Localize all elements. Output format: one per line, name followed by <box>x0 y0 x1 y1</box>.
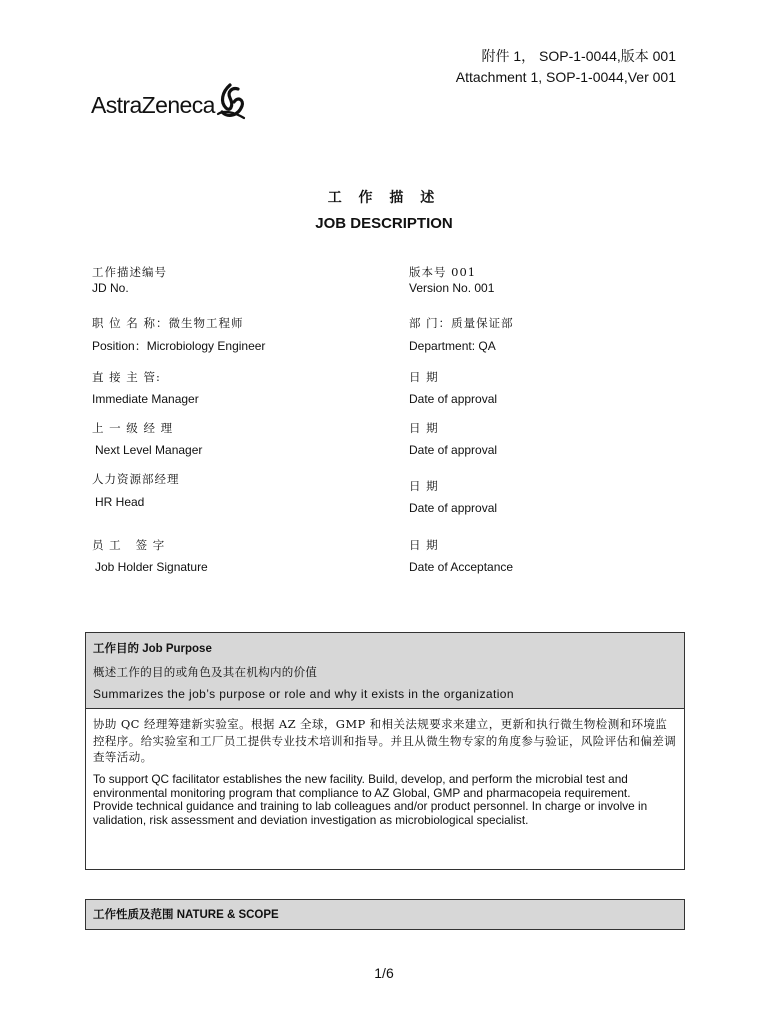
logo-wordmark: AstraZeneca <box>91 91 215 118</box>
job-purpose-section <box>85 632 685 870</box>
jd-no-label-en: JD No. <box>92 281 129 295</box>
title-cn: 工 作 描 述 <box>327 190 441 206</box>
title-en: JOB DESCRIPTION <box>315 215 453 232</box>
job-purpose-body-en: To support QC facilitator establishes the new facility. Build, develop, and perform the microbial test and environmental monitoring program that compliance to AZ Global, GMP and pharmacopeia requirement. Provide technical guidance and training to lab colleagues and/or product personnel. In charge or involve in validation, risk assessment and deviation investigation as microbiological specialist. <box>93 772 648 827</box>
position-label-en: Position：Microbiology Engineer <box>92 339 266 353</box>
position-label-cn: 职 位 名 称：微生物工程师 <box>92 316 244 330</box>
attachment-line-cn: 附件 1， SOP-1-0044,版本 001 <box>481 48 676 64</box>
hr-label-cn: 人力资源部经理 <box>92 472 180 486</box>
astrazeneca-logo <box>91 88 246 122</box>
nature-scope-section <box>85 899 685 930</box>
manager-label-en: Immediate Manager <box>92 392 199 406</box>
version-label-cn: 版本号 001 <box>409 265 477 279</box>
manager-label-cn: 直 接 主 管: <box>92 370 161 384</box>
nature-scope-heading: 工作性质及范围 NATURE & SCOPE <box>93 909 279 921</box>
holder-label-en: Job Holder Signature <box>95 560 208 574</box>
job-purpose-heading: 工作目的 Job Purpose <box>93 643 212 655</box>
holder-label-cn: 员 工 签 字 <box>92 538 166 552</box>
department-label-cn: 部 门：质量保证部 <box>409 316 514 330</box>
next-manager-label-en: Next Level Manager <box>95 443 203 457</box>
job-purpose-sub-en: Summarizes the job’s purpose or role and why it exists in the organization <box>93 687 514 701</box>
hr-date-label-cn: 日 期 <box>409 479 439 493</box>
astrazeneca-symbol-icon <box>216 82 246 122</box>
version-label-en: Version No. 001 <box>409 281 495 295</box>
next-date-label-cn: 日 期 <box>409 421 439 435</box>
hr-date-label-en: Date of approval <box>409 501 498 515</box>
job-purpose-sub-cn: 概述工作的目的或角色及其在机构内的价值 <box>93 665 318 679</box>
hr-label-en: HR Head <box>95 495 145 509</box>
job-purpose-header <box>86 633 684 709</box>
manager-date-label-cn: 日 期 <box>409 370 439 384</box>
attachment-line-en: Attachment 1, SOP-1-0044,Ver 001 <box>455 69 676 85</box>
page-number: 1/6 <box>374 965 394 981</box>
jd-no-label-cn: 工作描述编号 <box>92 265 167 279</box>
holder-date-label-en: Date of Acceptance <box>409 560 514 574</box>
job-purpose-body-cn: 协助 QC 经理筹建新实验室。根据 AZ 全球，GMP 和相关法规要求来建立，更新和执行微生物检测和环境监控程序。给实验室和工厂员工提供专业技术培训和指导。并且从微生物专家的角度参与验证，风险评估和偏差调查等活动。 <box>93 717 677 764</box>
next-manager-label-cn: 上 一 级 经 理 <box>92 421 174 435</box>
department-label-en: Department: QA <box>409 339 496 353</box>
manager-date-label-en: Date of approval <box>409 392 498 406</box>
next-date-label-en: Date of approval <box>409 443 498 457</box>
holder-date-label-cn: 日 期 <box>409 538 439 552</box>
